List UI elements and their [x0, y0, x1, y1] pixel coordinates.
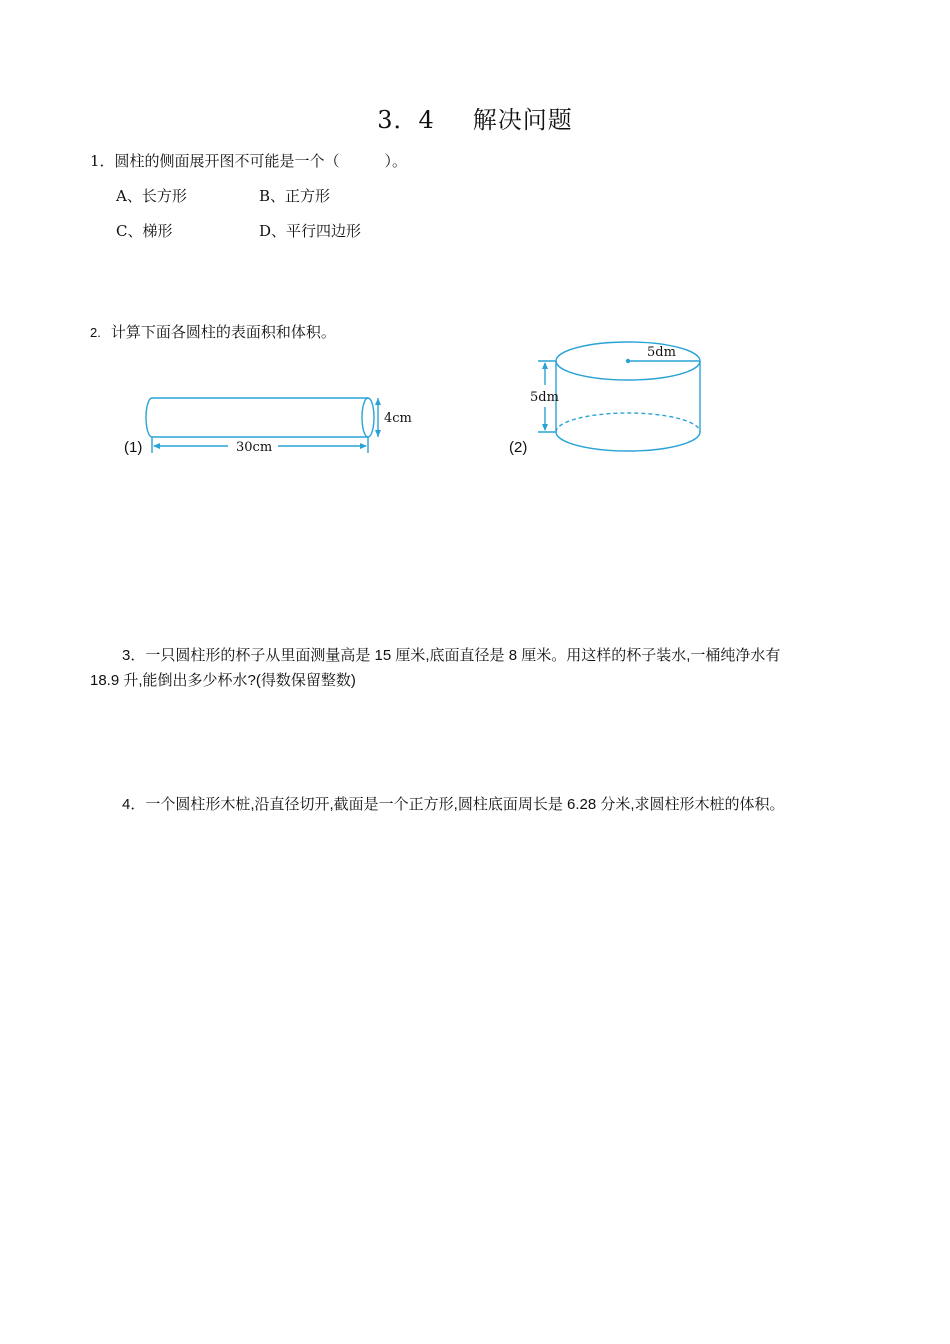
q1-option-a: A、长方形	[116, 187, 187, 205]
fig1-diameter-label: 4cm	[384, 411, 412, 426]
q3-line-1: 3．一只圆柱形的杯子从里面测量高是 15 厘米,底面直径是 8 厘米。用这样的杯子装水,一桶纯净水有	[122, 647, 781, 664]
figure-2-cylinder	[525, 335, 710, 460]
figure-1-cylinder	[110, 385, 430, 465]
q1-stem: 1．圆柱的侧面展开图不可能是一个（ ）。	[90, 152, 408, 170]
fig2-height-label: 5dm	[530, 390, 559, 405]
q1-option-c: C、梯形	[116, 222, 173, 240]
q3-line-2: 18.9 升,能倒出多少杯水?(得数保留整数)	[90, 672, 356, 689]
page-title	[0, 100, 950, 135]
q1-option-d: D、平行四边形	[259, 222, 362, 240]
fig2-radius-label: 5dm	[647, 345, 676, 360]
title-number: 3．4	[377, 106, 435, 134]
title-text: 解决问题	[472, 106, 573, 134]
q2-stem	[90, 321, 336, 342]
q1-option-b: B、正方形	[259, 187, 331, 205]
fig2-label: (2)	[509, 439, 528, 456]
q2-text: 计算下面各圆柱的表面积和体积。	[110, 324, 336, 341]
fig1-length-label: 30cm	[236, 440, 273, 455]
q4-text: 4．一个圆柱形木桩,沿直径切开,截面是一个正方形,圆柱底面周长是 6.28 分米,求圆柱形木桩的体积。	[122, 796, 785, 813]
q2-number: 2.	[90, 325, 101, 340]
fig1-label: (1)	[124, 439, 143, 456]
